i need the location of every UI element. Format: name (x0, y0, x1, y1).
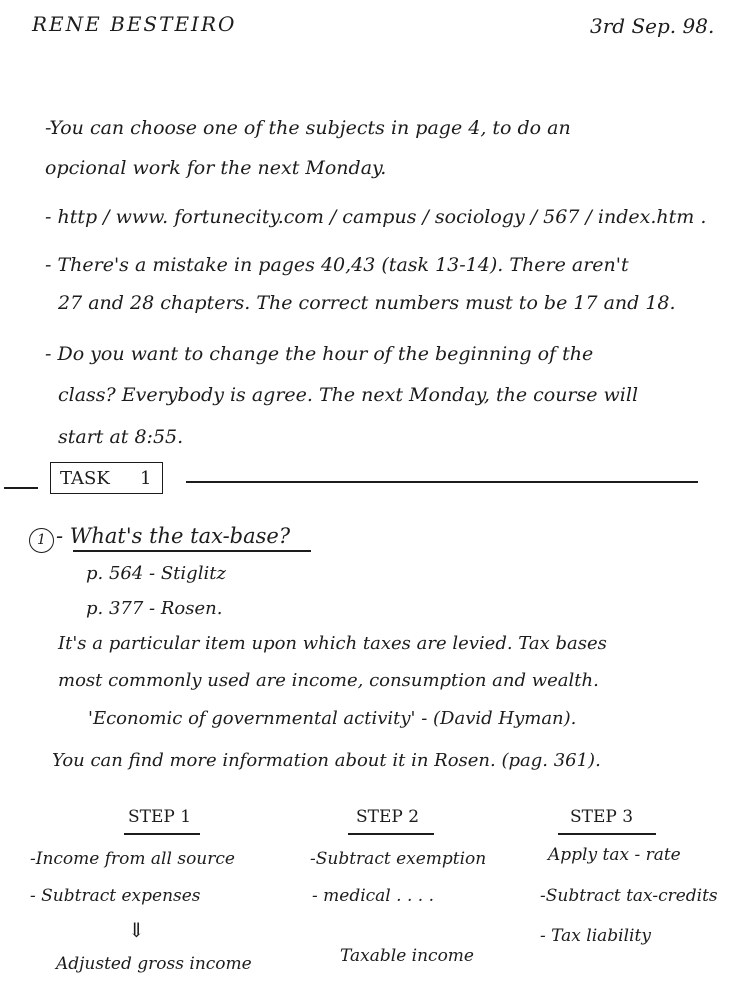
question-number-circle: 1 (29, 528, 54, 553)
note-line: 27 and 28 chapters. The correct numbers must to be 17 and 18. (58, 292, 676, 314)
step-2-line: - medical . . . . (312, 886, 434, 906)
step-1-line: - Subtract expenses (30, 886, 201, 906)
step-1-underline (124, 833, 200, 835)
divider-right (186, 481, 698, 483)
author-name: RENE BESTEIRO (32, 12, 237, 36)
question-underline (73, 550, 311, 552)
answer-line: You can find more information about it in Rosen. (pag. 361). (52, 750, 601, 771)
task-number: 1 (140, 468, 152, 489)
answer-line: 'Economic of governmental activity' - (David Hyman). (88, 708, 577, 729)
answer-line: It's a particular item upon which taxes are levied. Tax bases (58, 633, 607, 654)
step-1-result: Adjusted gross income (56, 954, 252, 974)
step-2-result: Taxable income (340, 946, 474, 966)
note-date: 3rd Sep. 98. (590, 14, 715, 38)
note-line: - Do you want to change the hour of the beginning of the (45, 343, 594, 365)
step-3-title: STEP 3 (570, 807, 634, 827)
note-line: - http / www. fortunecity.com / campus / sociology / 567 / index.htm . (45, 206, 707, 228)
step-3-line: - Tax liability (540, 926, 651, 946)
step-1-line: -Income from all source (30, 849, 235, 869)
note-line: start at 8:55. (58, 426, 184, 448)
reference-line: p. 377 - Rosen. (86, 598, 223, 619)
note-line: class? Everybody is agree. The next Monday, the course will (58, 384, 639, 406)
question-text: - What's the tax-base? (56, 524, 291, 548)
answer-line: most commonly used are income, consumption and wealth. (58, 670, 599, 691)
step-1-title: STEP 1 (128, 807, 192, 827)
step-3-underline (558, 833, 656, 835)
note-line: opcional work for the next Monday. (45, 157, 387, 179)
reference-line: p. 564 - Stiglitz (86, 563, 226, 584)
divider-left (4, 487, 38, 489)
task-label: TASK (60, 468, 110, 489)
note-line: - There's a mistake in pages 40,43 (task 13-14). There aren't (45, 254, 629, 276)
step-3-line: Apply tax - rate (548, 845, 681, 865)
step-2-title: STEP 2 (356, 807, 420, 827)
step-2-underline (348, 833, 434, 835)
down-arrow-icon: ⇓ (128, 918, 145, 942)
step-2-line: -Subtract exemption (310, 849, 487, 869)
step-3-line: -Subtract tax-credits (540, 886, 718, 906)
note-line: -You can choose one of the subjects in page 4, to do an (45, 117, 571, 139)
